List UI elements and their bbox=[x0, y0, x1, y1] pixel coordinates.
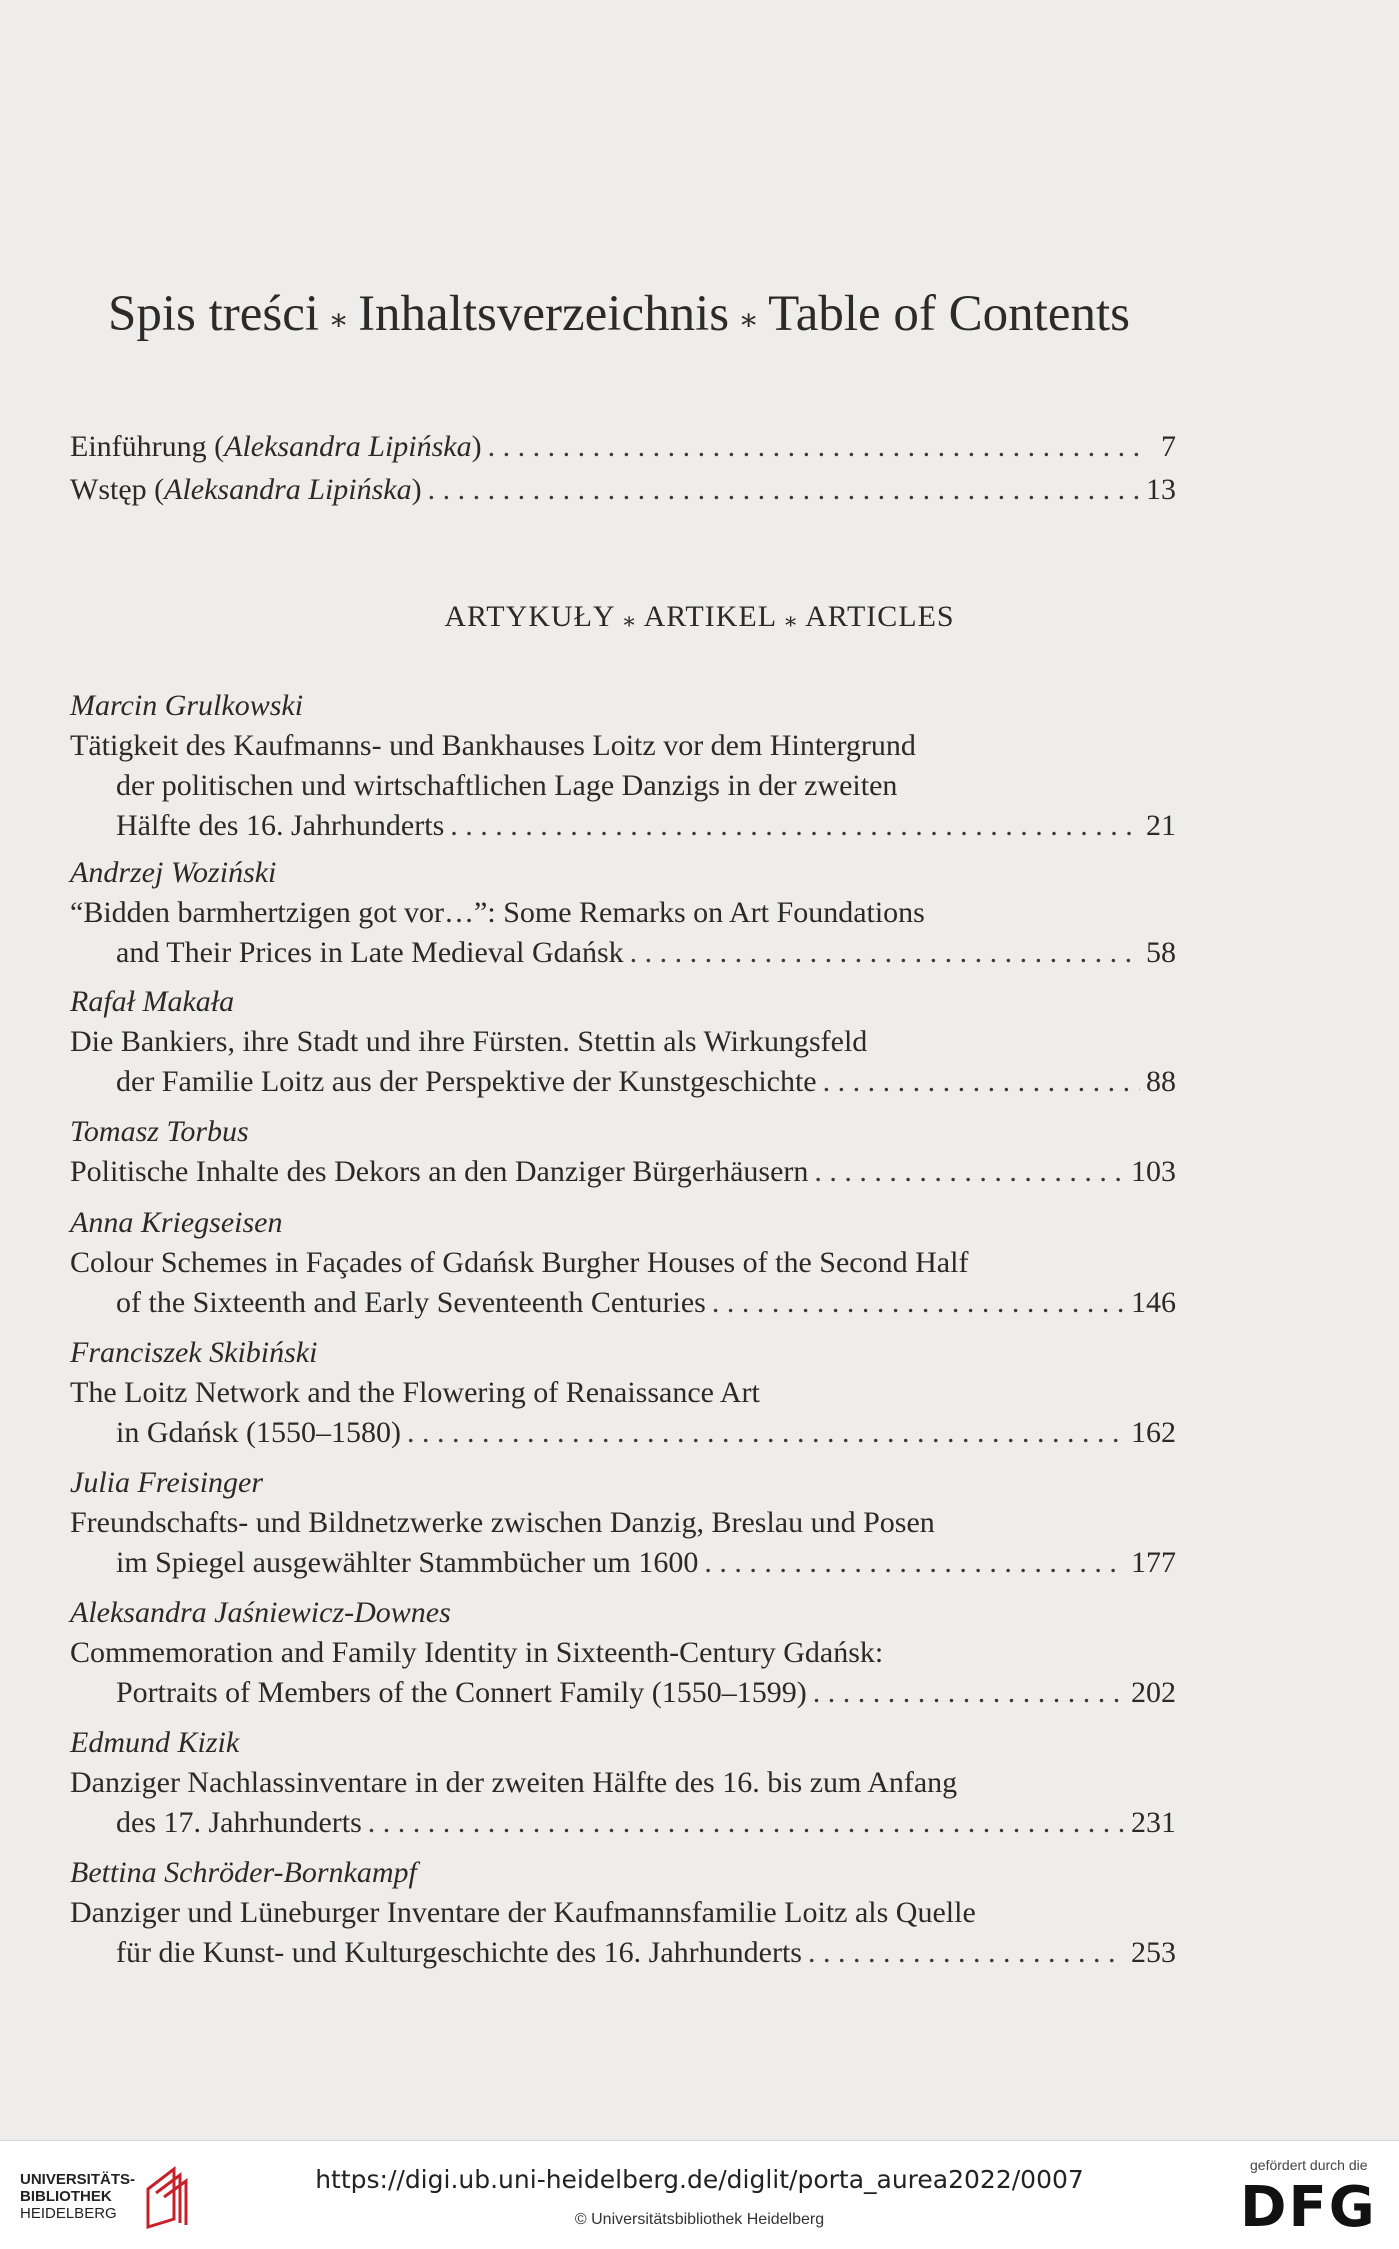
dot-leader bbox=[712, 1283, 1125, 1323]
page-number: 88 bbox=[1146, 1065, 1176, 1098]
article-title-line: im Spiegel ausgewählter Stammbücher um 1600 bbox=[116, 1546, 699, 1579]
title-part-de: Inhaltsverzeichnis bbox=[358, 286, 730, 342]
dot-leader bbox=[428, 470, 1140, 510]
toc-article[interactable] bbox=[70, 1723, 1176, 1843]
entry-author: Aleksandra Lipińska bbox=[164, 473, 412, 506]
article-title-line: für die Kunst- und Kulturgeschichte des 16. Jahrhunderts bbox=[116, 1936, 802, 1969]
article-author: Marcin Grulkowski bbox=[70, 689, 304, 722]
article-author: Julia Freisinger bbox=[70, 1466, 264, 1499]
article-title-line: “Bidden barmhertzigen got vor…”: Some Remarks on Art Foundations bbox=[70, 896, 925, 929]
dot-leader bbox=[704, 1543, 1125, 1583]
dot-leader bbox=[630, 933, 1140, 973]
entry-author: Aleksandra Lipińska bbox=[224, 430, 472, 463]
dot-leader bbox=[407, 1413, 1125, 1453]
toc-article[interactable] bbox=[70, 1203, 1176, 1323]
viewer-footer bbox=[0, 2140, 1399, 2249]
article-title-line: Danziger Nachlassinventare in der zweiten Hälfte des 16. bis zum Anfang bbox=[70, 1766, 958, 1799]
toc-article[interactable] bbox=[70, 1593, 1176, 1713]
asterisk-separator-icon: ⁎ bbox=[785, 606, 798, 631]
page-number: 103 bbox=[1131, 1155, 1176, 1188]
article-author: Franciszek Skibiński bbox=[70, 1336, 318, 1369]
page-number: 253 bbox=[1131, 1936, 1176, 1969]
page-number: 231 bbox=[1131, 1806, 1176, 1839]
article-author: Andrzej Woziński bbox=[70, 856, 277, 889]
article-title-line: The Loitz Network and the Flowering of Renaissance Art bbox=[70, 1376, 760, 1409]
heading-part: ARTIKEL bbox=[643, 600, 778, 633]
entry-label: Wstęp ( bbox=[70, 473, 165, 506]
article-title-line: and Their Prices in Late Medieval Gdańsk bbox=[116, 936, 624, 969]
article-title-line: Hälfte des 16. Jahrhunderts bbox=[116, 809, 445, 842]
toc-article[interactable] bbox=[70, 982, 1176, 1102]
asterisk-separator-icon: ⁎ bbox=[741, 300, 757, 333]
section-heading bbox=[0, 600, 1399, 634]
logo-line: BIBLIOTHEK bbox=[20, 2188, 112, 2205]
dot-leader bbox=[450, 806, 1140, 846]
dot-leader bbox=[368, 1803, 1125, 1843]
article-title-line: Portraits of Members of the Connert Family (1550–1599) bbox=[116, 1676, 807, 1709]
title-part-en: Table of Contents bbox=[768, 286, 1130, 342]
article-title-line: of the Sixteenth and Early Seventeenth Centuries bbox=[116, 1286, 706, 1319]
article-author: Aleksandra Jaśniewicz-Downes bbox=[70, 1596, 451, 1629]
heading-part: ARTICLES bbox=[805, 600, 955, 633]
page-number: 21 bbox=[1146, 809, 1176, 842]
article-title-line: Politische Inhalte des Dekors an den Danziger Bürgerhäusern bbox=[70, 1155, 809, 1188]
toc-article[interactable] bbox=[70, 1333, 1176, 1453]
asterisk-separator-icon: ⁎ bbox=[623, 606, 636, 631]
logo-line: UNIVERSITÄTS- bbox=[20, 2171, 136, 2188]
article-author: Tomasz Torbus bbox=[70, 1115, 249, 1148]
entry-paren: ) bbox=[471, 430, 482, 463]
page-number: 13 bbox=[1146, 473, 1176, 506]
entry-label: Einführung ( bbox=[70, 430, 225, 463]
article-title-line: des 17. Jahrhunderts bbox=[116, 1806, 362, 1839]
dot-leader bbox=[813, 1673, 1125, 1713]
toc-entry-introduction[interactable] bbox=[70, 427, 1176, 467]
article-title-line: Freundschafts- und Bildnetzwerke zwischen Danzig, Breslau und Posen bbox=[70, 1506, 935, 1539]
page-number: 162 bbox=[1131, 1416, 1176, 1449]
page-number: 7 bbox=[1161, 430, 1176, 463]
article-author: Anna Kriegseisen bbox=[70, 1206, 283, 1239]
dot-leader bbox=[808, 1933, 1125, 1973]
article-title-line: in Gdańsk (1550–1580) bbox=[116, 1416, 401, 1449]
toc-article[interactable] bbox=[70, 1853, 1176, 1973]
page-number: 58 bbox=[1146, 936, 1176, 969]
toc-article[interactable] bbox=[70, 1112, 1176, 1192]
article-author: Rafał Makała bbox=[70, 985, 235, 1018]
page-title bbox=[108, 285, 1208, 343]
article-author: Edmund Kizik bbox=[70, 1726, 240, 1759]
funding-note: gefördert durch die bbox=[1250, 2157, 1368, 2173]
asterisk-separator-icon: ⁎ bbox=[331, 300, 347, 333]
article-title-line: Danziger und Lüneburger Inventare der Kaufmannsfamilie Loitz als Quelle bbox=[70, 1896, 976, 1929]
dot-leader bbox=[488, 427, 1140, 467]
heading-part: ARTYKUŁY bbox=[444, 600, 616, 633]
entry-paren: ) bbox=[411, 473, 422, 506]
article-title-line: Colour Schemes in Façades of Gdańsk Burgher Houses of the Second Half bbox=[70, 1246, 969, 1279]
article-title-line: der politischen und wirtschaftlichen Lage Danzigs in der zweiten bbox=[116, 769, 898, 802]
copyright-notice: © Universitätsbibliothek Heidelberg bbox=[574, 2211, 825, 2228]
page-number: 202 bbox=[1131, 1676, 1176, 1709]
logo-line: HEIDELBERG bbox=[20, 2205, 117, 2222]
dfg-logo[interactable]: DFG bbox=[1240, 2175, 1377, 2240]
toc-article[interactable] bbox=[70, 686, 1176, 846]
dot-leader bbox=[814, 1152, 1125, 1192]
article-author: Bettina Schröder-Bornkampf bbox=[70, 1856, 417, 1889]
toc-entry-wstep[interactable] bbox=[70, 470, 1176, 510]
toc-article[interactable] bbox=[70, 853, 1176, 973]
article-title-line: Die Bankiers, ihre Stadt und ihre Fürsten. Stettin als Wirkungsfeld bbox=[70, 1025, 868, 1058]
article-title-line: der Familie Loitz aus der Perspektive der Kunstgeschichte bbox=[116, 1065, 817, 1098]
title-part-pl: Spis treści bbox=[108, 286, 320, 342]
page-number: 146 bbox=[1131, 1286, 1176, 1319]
article-title-line: Tätigkeit des Kaufmanns- und Bankhauses Loitz vor dem Hintergrund bbox=[70, 729, 916, 762]
toc-article[interactable] bbox=[70, 1463, 1176, 1583]
article-title-line: Commemoration and Family Identity in Sixteenth-Century Gdańsk: bbox=[70, 1636, 884, 1669]
permalink-url[interactable]: https://digi.ub.uni-heidelberg.de/diglit/porta_aurea2022/0007 bbox=[315, 2165, 1084, 2194]
page-number: 177 bbox=[1131, 1546, 1176, 1579]
dot-leader bbox=[823, 1062, 1140, 1102]
